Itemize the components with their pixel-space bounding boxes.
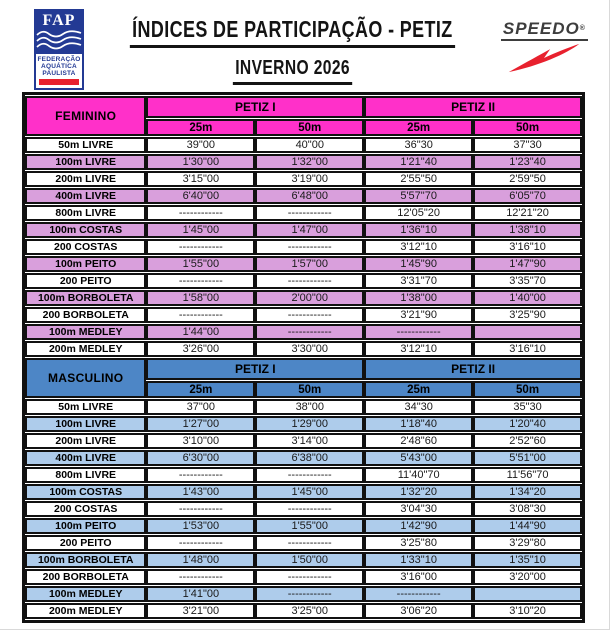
time-value: ------------ (146, 273, 255, 289)
time-value: 3'04"30 (364, 501, 473, 517)
time-value: 6'05"70 (473, 188, 582, 204)
category-header: PETIZ II (364, 96, 582, 118)
time-value: ------------ (255, 586, 364, 602)
time-value: 1'18"40 (364, 416, 473, 432)
event-label: 200 PEITO (25, 535, 146, 551)
time-value: 5'43"00 (364, 450, 473, 466)
time-value: 1'41"00 (146, 586, 255, 602)
time-value: 1'47"00 (255, 222, 364, 238)
table-row (25, 433, 582, 449)
time-value: 6'38"00 (255, 450, 364, 466)
time-value: 3'12"10 (364, 239, 473, 255)
table-row (25, 324, 582, 340)
time-value: 1'44"90 (473, 518, 582, 534)
event-label: 800m LIVRE (25, 467, 146, 483)
time-value: 3'30"00 (255, 341, 364, 357)
time-value (473, 586, 582, 602)
time-value: 1'38"00 (364, 290, 473, 306)
time-value: 2'00"00 (255, 290, 364, 306)
time-value: 3'25"80 (364, 535, 473, 551)
time-value: 3'31"70 (364, 273, 473, 289)
time-value: 3'25"90 (473, 307, 582, 323)
time-value: 1'53"00 (146, 518, 255, 534)
event-label: 200 COSTAS (25, 239, 146, 255)
time-value: 11'56"70 (473, 467, 582, 483)
speedo-brand-text: SPEEDO (502, 19, 580, 38)
category-header: PETIZ I (146, 358, 364, 380)
time-value: ------------ (146, 205, 255, 221)
time-value: 1'58"00 (146, 290, 255, 306)
time-value: 1'27"00 (146, 416, 255, 432)
fap-logo (34, 9, 84, 90)
time-value: 1'34"20 (473, 484, 582, 500)
section-masculino (25, 358, 582, 619)
time-value: 36"30 (364, 137, 473, 153)
time-value: 3'35"70 (473, 273, 582, 289)
event-label: 100m PEITO (25, 518, 146, 534)
event-label: 100m MEDLEY (25, 586, 146, 602)
time-value: 2'59"50 (473, 171, 582, 187)
time-value (473, 324, 582, 340)
table-row (25, 450, 582, 466)
time-value: 1'30"00 (146, 154, 255, 170)
event-label: 200 COSTAS (25, 501, 146, 517)
time-value: 38"00 (255, 399, 364, 415)
speedo-logo (501, 20, 588, 73)
time-value: 1'32"00 (255, 154, 364, 170)
time-value: 1'21"40 (364, 154, 473, 170)
time-value: 3'26"00 (146, 341, 255, 357)
time-value: ------------ (146, 239, 255, 255)
time-value: 3'20"00 (473, 569, 582, 585)
time-value: ------------ (146, 307, 255, 323)
time-value: 2'52"60 (473, 433, 582, 449)
section-header-row (25, 96, 582, 118)
time-value: 12'05"20 (364, 205, 473, 221)
time-value: 3'19"00 (255, 171, 364, 187)
category-header: PETIZ I (146, 96, 364, 118)
distance-header: 50m (473, 119, 582, 136)
time-value: 1'23"40 (473, 154, 582, 170)
table-row (25, 518, 582, 534)
time-value: ------------ (255, 501, 364, 517)
event-label: 200 BORBOLETA (25, 569, 146, 585)
event-label: 200m LIVRE (25, 171, 146, 187)
event-label: 100m COSTAS (25, 484, 146, 500)
distance-header: 50m (473, 381, 582, 398)
time-value: 3'10"00 (146, 433, 255, 449)
fap-org-line: AQUÁTICA (41, 63, 77, 70)
time-value: 12'21"20 (473, 205, 582, 221)
event-label: 100m COSTAS (25, 222, 146, 238)
event-label: 100m PEITO (25, 256, 146, 272)
time-value: 1'42"90 (364, 518, 473, 534)
time-value: ------------ (146, 569, 255, 585)
table-row (25, 501, 582, 517)
event-label: 200m LIVRE (25, 433, 146, 449)
time-value: 3'29"80 (473, 535, 582, 551)
time-value: 2'55"50 (364, 171, 473, 187)
table-row (25, 273, 582, 289)
event-label: 100m BORBOLETA (25, 552, 146, 568)
table-row (25, 341, 582, 357)
distance-header: 50m (255, 381, 364, 398)
time-value: 1'32"20 (364, 484, 473, 500)
distance-header: 25m (146, 381, 255, 398)
indices-table-wrap (22, 92, 585, 623)
fap-org-line: PAULISTA (42, 70, 76, 77)
fap-acronym: FAP (42, 12, 76, 29)
table-row (25, 467, 582, 483)
time-value: 1'36"10 (364, 222, 473, 238)
time-value: 3'08"30 (473, 501, 582, 517)
table-row (25, 171, 582, 187)
table-row (25, 137, 582, 153)
time-value: 3'16"00 (364, 569, 473, 585)
table-row (25, 484, 582, 500)
time-value: 1'50"00 (255, 552, 364, 568)
time-value: 1'47"90 (473, 256, 582, 272)
table-row (25, 290, 582, 306)
time-value: ------------ (255, 239, 364, 255)
time-value: 1'20"40 (473, 416, 582, 432)
time-value: 37"30 (473, 137, 582, 153)
time-value: ------------ (146, 467, 255, 483)
speedo-wordmark (501, 20, 588, 41)
table-row (25, 535, 582, 551)
time-value: ------------ (255, 535, 364, 551)
table-row (25, 222, 582, 238)
time-value: 11'40"70 (364, 467, 473, 483)
section-label: MASCULINO (25, 358, 146, 398)
time-value: 3'16"10 (473, 239, 582, 255)
time-value: 39"00 (146, 137, 255, 153)
table-row (25, 569, 582, 585)
category-header: PETIZ II (364, 358, 582, 380)
table-row (25, 603, 582, 619)
section-feminino (25, 96, 582, 357)
table-row (25, 586, 582, 602)
time-value: 3'10"20 (473, 603, 582, 619)
time-value: 1'45"00 (255, 484, 364, 500)
time-value: 1'44"00 (146, 324, 255, 340)
time-value: ------------ (255, 467, 364, 483)
title-block (84, 0, 501, 85)
distance-header: 25m (364, 119, 473, 136)
event-label: 200m MEDLEY (25, 603, 146, 619)
distance-header: 50m (255, 119, 364, 136)
time-value: ------------ (255, 569, 364, 585)
time-value: 3'06"20 (364, 603, 473, 619)
time-value: 1'57"00 (255, 256, 364, 272)
time-value: 2'48"60 (364, 433, 473, 449)
time-value: 5'57"70 (364, 188, 473, 204)
indices-table (25, 95, 582, 620)
time-value: 5'51"00 (473, 450, 582, 466)
time-value: 1'43"00 (146, 484, 255, 500)
time-value: 1'40"00 (473, 290, 582, 306)
time-value: 40"00 (255, 137, 364, 153)
time-value: 1'33"10 (364, 552, 473, 568)
time-value: 35"30 (473, 399, 582, 415)
time-value: 1'45"00 (146, 222, 255, 238)
time-value: 6'30"00 (146, 450, 255, 466)
table-row (25, 154, 582, 170)
time-value: ------------ (364, 324, 473, 340)
time-value: 6'40"00 (146, 188, 255, 204)
time-value: 1'45"90 (364, 256, 473, 272)
event-label: 100m MEDLEY (25, 324, 146, 340)
page-subtitle: INVERNO 2026 (233, 57, 352, 85)
time-value: 1'48"00 (146, 552, 255, 568)
section-header-row (25, 358, 582, 380)
table-row (25, 416, 582, 432)
time-value: 1'55"00 (146, 256, 255, 272)
time-value: 1'55"00 (255, 518, 364, 534)
event-label: 200m MEDLEY (25, 341, 146, 357)
speedo-boomerang-icon (505, 43, 583, 73)
table-row (25, 239, 582, 255)
table-row (25, 399, 582, 415)
fap-logo-top (36, 11, 82, 54)
time-value: 1'29"00 (255, 416, 364, 432)
table-row (25, 307, 582, 323)
table-row (25, 552, 582, 568)
time-value: 34"30 (364, 399, 473, 415)
time-value: 37"00 (146, 399, 255, 415)
time-value: ------------ (364, 586, 473, 602)
time-value: 3'16"10 (473, 341, 582, 357)
time-value: 3'15"00 (146, 171, 255, 187)
page-header (0, 0, 610, 92)
time-value: ------------ (146, 535, 255, 551)
fap-org-line: FEDERAÇÃO (37, 56, 81, 63)
event-label: 100m BORBOLETA (25, 290, 146, 306)
table-row (25, 188, 582, 204)
time-value: ------------ (146, 501, 255, 517)
event-label: 400m LIVRE (25, 450, 146, 466)
event-label: 50m LIVRE (25, 399, 146, 415)
time-value: 1'35"10 (473, 552, 582, 568)
time-value: 3'21"90 (364, 307, 473, 323)
time-value: 3'12"10 (364, 341, 473, 357)
time-value: 1'38"10 (473, 222, 582, 238)
distance-header: 25m (146, 119, 255, 136)
fap-org-name (36, 54, 82, 78)
event-label: 100m LIVRE (25, 416, 146, 432)
distance-header: 25m (364, 381, 473, 398)
event-label: 800m LIVRE (25, 205, 146, 221)
time-value: ------------ (255, 273, 364, 289)
fap-waves-icon (36, 30, 82, 50)
time-value: 6'48"00 (255, 188, 364, 204)
time-value: ------------ (255, 307, 364, 323)
event-label: 400m LIVRE (25, 188, 146, 204)
time-value: 3'14"00 (255, 433, 364, 449)
time-value: 3'21"00 (146, 603, 255, 619)
time-value: 3'25"00 (255, 603, 364, 619)
event-label: 200 PEITO (25, 273, 146, 289)
fap-red-bar (39, 79, 79, 85)
event-label: 50m LIVRE (25, 137, 146, 153)
section-label: FEMININO (25, 96, 146, 136)
table-row (25, 256, 582, 272)
time-value: ------------ (255, 205, 364, 221)
event-label: 100m LIVRE (25, 154, 146, 170)
page-title: ÍNDICES DE PARTICIPAÇÃO - PETIZ (130, 16, 455, 48)
time-value: ------------ (255, 324, 364, 340)
table-row (25, 205, 582, 221)
event-label: 200 BORBOLETA (25, 307, 146, 323)
registered-mark: ® (579, 25, 586, 32)
